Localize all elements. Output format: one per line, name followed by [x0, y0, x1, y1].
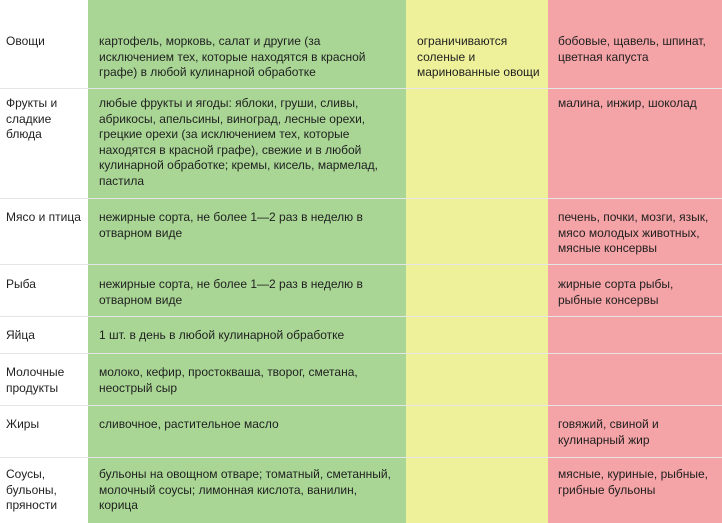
limited-cell: [406, 458, 548, 523]
allowed-cell: сливочное, растительное масло: [88, 406, 406, 457]
table-row: [0, 457, 722, 523]
excluded-cell: бобовые, щавель, шпинат, цветная капуста: [548, 18, 722, 88]
table-row: [0, 353, 722, 405]
limited-cell: [406, 354, 548, 405]
allowed-cell: 1 шт. в день в любой кулинарной обработке: [88, 317, 406, 353]
table-row: [0, 88, 722, 198]
table-row: [0, 198, 722, 264]
limited-cell: ограничиваются соленые и маринованные овощи: [406, 18, 548, 88]
category-cell: Жиры: [0, 406, 88, 457]
limited-cell: [406, 265, 548, 316]
limited-cell: [406, 0, 548, 18]
allowed-cell: нежирные сорта, не более 1—2 раз в неделю в отварном виде: [88, 265, 406, 316]
allowed-cell: [88, 0, 406, 18]
allowed-cell: бульоны на овощном отваре; томатный, сметанный, молочный соусы; лимонная кислота, ванилин, корица: [88, 458, 406, 523]
category-cell: Яйца: [0, 317, 88, 353]
allowed-cell: картофель, морковь, салат и другие (за исключением тех, которые находятся в красной графе) в любой кулинарной обработке: [88, 18, 406, 88]
excluded-cell: печень, почки, мозги, язык, мясо молодых животных, мясные консервы: [548, 199, 722, 264]
excluded-cell: мясные, куриные, рыбные, грибные бульоны: [548, 458, 722, 523]
excluded-cell: жирные сорта рыбы, рыбные консервы: [548, 265, 722, 316]
table-row: [0, 264, 722, 316]
category-cell: Овощи: [0, 18, 88, 88]
category-cell: [0, 0, 88, 18]
allowed-cell: нежирные сорта, не более 1—2 раз в неделю в отварном виде: [88, 199, 406, 264]
excluded-cell: [548, 0, 722, 18]
excluded-cell: малина, инжир, шоколад: [548, 89, 722, 198]
category-cell: Рыба: [0, 265, 88, 316]
category-cell: Мясо и птица: [0, 199, 88, 264]
limited-cell: [406, 199, 548, 264]
table-row: [0, 316, 722, 353]
excluded-cell: [548, 317, 722, 353]
table-row: [0, 0, 722, 18]
category-cell: Соусы, бульоны, пряности: [0, 458, 88, 523]
allowed-cell: любые фрукты и ягоды: яблоки, груши, сливы, абрикосы, апельсины, виноград, лесные орехи, грецкие орехи (за исключением тех, которые находятся в красной графе), свежие и в любой кулинарной обработке; кремы, кисель, мармелад, пастила: [88, 89, 406, 198]
limited-cell: [406, 89, 548, 198]
allowed-cell: молоко, кефир, простокваша, творог, сметана, неострый сыр: [88, 354, 406, 405]
limited-cell: [406, 317, 548, 353]
category-cell: Молочные продукты: [0, 354, 88, 405]
excluded-cell: говяжий, свиной и кулинарный жир: [548, 406, 722, 457]
table-row: [0, 18, 722, 88]
excluded-cell: [548, 354, 722, 405]
category-cell: Фрукты и сладкие блюда: [0, 89, 88, 198]
table-row: [0, 405, 722, 457]
limited-cell: [406, 406, 548, 457]
